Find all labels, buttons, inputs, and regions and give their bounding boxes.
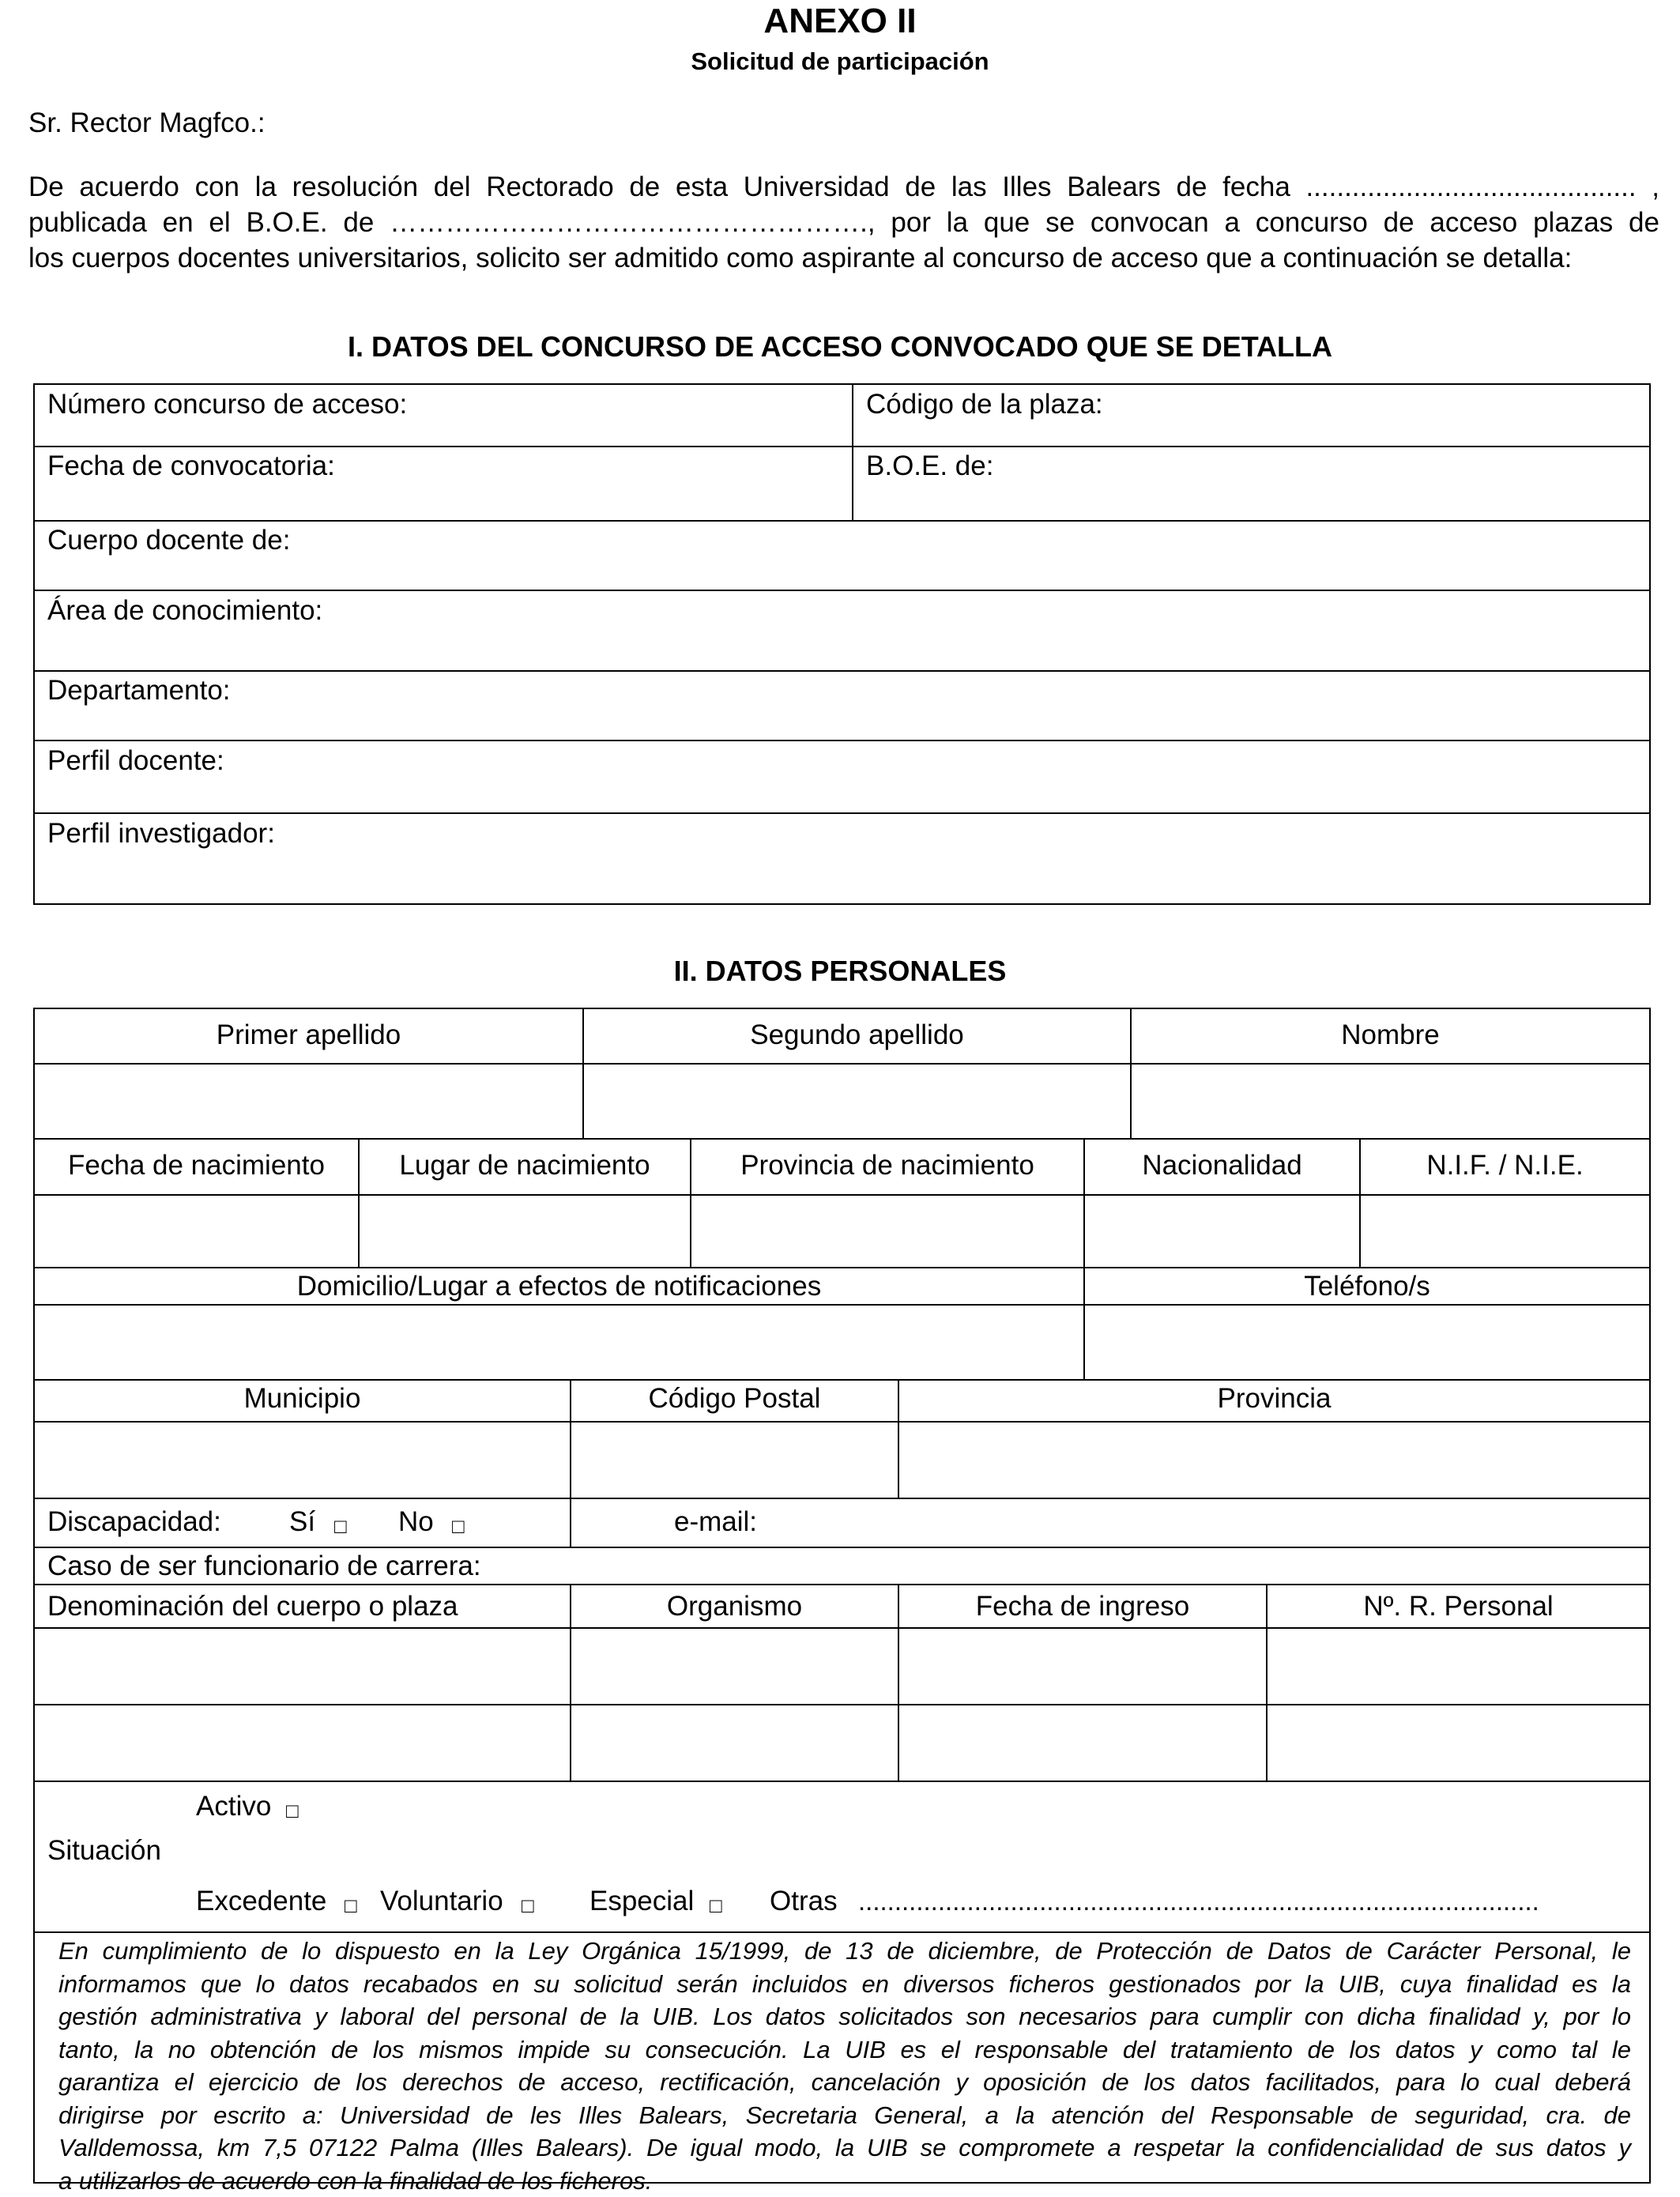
telefono-header: Teléfono/s	[1085, 1271, 1649, 1302]
codigo-postal-input[interactable]	[571, 1423, 898, 1498]
activo-label: Activo	[196, 1791, 271, 1822]
nacionalidad-input[interactable]	[1085, 1196, 1359, 1267]
domicilio-input[interactable]	[35, 1306, 1083, 1379]
especial-checkbox[interactable]: □	[710, 1890, 722, 1921]
cuerpo-docente-field[interactable]: Cuerpo docente de:	[47, 525, 290, 556]
fecha-nacimiento-header: Fecha de nacimiento	[35, 1150, 358, 1181]
organismo-input[interactable]	[571, 1705, 898, 1781]
primer-apellido-input[interactable]	[35, 1065, 582, 1138]
excedente-checkbox[interactable]: □	[345, 1890, 357, 1921]
provincia-header: Provincia	[899, 1383, 1649, 1415]
boe-field[interactable]: B.O.E. de:	[866, 450, 993, 482]
perfil-docente-field[interactable]: Perfil docente:	[47, 745, 224, 777]
legal-line: gestión administrativa y laboral del personal de la UIB. Los datos solicitados son necesarios para cumplir con dicha finalidad y, por lo	[58, 2000, 1631, 2033]
nif-header: N.I.F. / N.I.E.	[1361, 1150, 1649, 1181]
legal-line: dirigirse por escrito a: Universidad de les Illes Balears, Secretaria General, a la atención del Responsable de seguridad, cra. de	[58, 2099, 1631, 2132]
caso-funcionario-label: Caso de ser funcionario de carrera:	[47, 1551, 481, 1582]
denominacion-header: Denominación del cuerpo o plaza	[47, 1591, 458, 1622]
legal-line: tanto, la no obtención de los mismos impide su consecución. La UIB es el responsable del tratamiento de los datos y como tal le	[58, 2033, 1631, 2067]
legal-line: a utilizarlos de acuerdo con la finalidad de los ficheros.	[58, 2165, 1631, 2197]
legal-notice	[58, 1935, 1631, 2197]
discapacidad-label: Discapacidad:	[47, 1506, 221, 1538]
intro-paragraph	[28, 169, 1659, 276]
lugar-nacimiento-input[interactable]	[360, 1196, 690, 1267]
fecha-ingreso-header: Fecha de ingreso	[899, 1591, 1266, 1622]
email-input[interactable]	[774, 1499, 1648, 1545]
situacion-label: Situación	[47, 1835, 161, 1867]
numero-concurso-field[interactable]: Número concurso de acceso:	[47, 389, 407, 420]
page-title: ANEXO II	[0, 2, 1680, 41]
page-subtitle: Solicitud de participación	[0, 47, 1680, 76]
denominacion-input[interactable]	[35, 1705, 570, 1781]
discapacidad-no-checkbox[interactable]: □	[452, 1510, 465, 1542]
fecha-convocatoria-field[interactable]: Fecha de convocatoria:	[47, 450, 335, 482]
organismo-header: Organismo	[571, 1591, 898, 1622]
intro-line: los cuerpos docentes universitarios, solicito ser admitido como aspirante al concurso de acceso que a continuación se detalla:	[28, 240, 1659, 276]
telefono-input[interactable]	[1085, 1306, 1649, 1379]
codigo-plaza-field[interactable]: Código de la plaza:	[866, 389, 1103, 420]
intro-line: publicada en el B.O.E. de ……………………………………………., por la que se convocan a concurso de acceso plazas de	[28, 205, 1659, 240]
organismo-input[interactable]	[571, 1629, 898, 1704]
provincia-input[interactable]	[899, 1423, 1649, 1498]
departamento-field[interactable]: Departamento:	[47, 675, 231, 707]
otras-input[interactable]: ..............................................................................................	[858, 1886, 1645, 1917]
email-label: e-mail:	[674, 1506, 757, 1538]
fecha-ingreso-input[interactable]	[899, 1705, 1266, 1781]
denominacion-input[interactable]	[35, 1629, 570, 1704]
area-conocimiento-field[interactable]: Área de conocimiento:	[47, 595, 322, 627]
nombre-input[interactable]	[1132, 1065, 1649, 1138]
municipio-input[interactable]	[35, 1423, 570, 1498]
lugar-nacimiento-header: Lugar de nacimiento	[360, 1150, 690, 1181]
nrp-input[interactable]	[1268, 1629, 1649, 1704]
segundo-apellido-input[interactable]	[584, 1065, 1130, 1138]
voluntario-checkbox[interactable]: □	[522, 1890, 534, 1921]
nacionalidad-header: Nacionalidad	[1085, 1150, 1359, 1181]
section-2-heading: II. DATOS PERSONALES	[0, 955, 1680, 988]
legal-line: Valldemossa, km 7,5 07122 Palma (Illes Balears). De igual modo, la UIB se compromete a respetar la confidencialidad de sus datos y	[58, 2131, 1631, 2165]
fecha-ingreso-input[interactable]	[899, 1629, 1266, 1704]
discapacidad-si-checkbox[interactable]: □	[334, 1510, 347, 1542]
provincia-nacimiento-header: Provincia de nacimiento	[691, 1150, 1083, 1181]
legal-line: informamos que lo datos recabados en su solicitud serán incluidos en diversos ficheros gestionados por la UIB, cuya finalidad es la	[58, 1968, 1631, 2001]
legal-line: garantiza el ejercicio de los derechos de acceso, rectificación, cancelación y oposición de los datos facilitados, para lo cual deberá	[58, 2066, 1631, 2099]
discapacidad-no-label: No	[398, 1506, 434, 1538]
activo-checkbox[interactable]: □	[286, 1795, 299, 1826]
section-1-heading: I. DATOS DEL CONCURSO DE ACCESO CONVOCADO QUE SE DETALLA	[0, 330, 1680, 364]
nif-input[interactable]	[1361, 1196, 1649, 1267]
municipio-header: Municipio	[35, 1383, 570, 1415]
codigo-postal-header: Código Postal	[571, 1383, 898, 1415]
intro-line: De acuerdo con la resolución del Rectorado de esta Universidad de las Illes Balears de fecha ........................................... ,	[28, 169, 1659, 205]
domicilio-header: Domicilio/Lugar a efectos de notificaciones	[35, 1271, 1083, 1302]
especial-label: Especial	[590, 1886, 694, 1917]
legal-line: En cumplimiento de lo dispuesto en la Ley Orgánica 15/1999, de 13 de diciembre, de Protección de Datos de Carácter Personal, le	[58, 1935, 1631, 1968]
nrp-header: Nº. R. Personal	[1268, 1591, 1649, 1622]
nombre-header: Nombre	[1132, 1019, 1649, 1051]
voluntario-label: Voluntario	[380, 1886, 503, 1917]
primer-apellido-header: Primer apellido	[35, 1019, 582, 1051]
otras-label: Otras	[770, 1886, 838, 1917]
segundo-apellido-header: Segundo apellido	[584, 1019, 1130, 1051]
nrp-input[interactable]	[1268, 1705, 1649, 1781]
discapacidad-si-label: Sí	[289, 1506, 315, 1538]
salutation: Sr. Rector Magfco.:	[28, 107, 266, 139]
fecha-nacimiento-input[interactable]	[35, 1196, 358, 1267]
excedente-label: Excedente	[196, 1886, 326, 1917]
provincia-nacimiento-input[interactable]	[691, 1196, 1083, 1267]
perfil-investigador-field[interactable]: Perfil investigador:	[47, 818, 275, 850]
